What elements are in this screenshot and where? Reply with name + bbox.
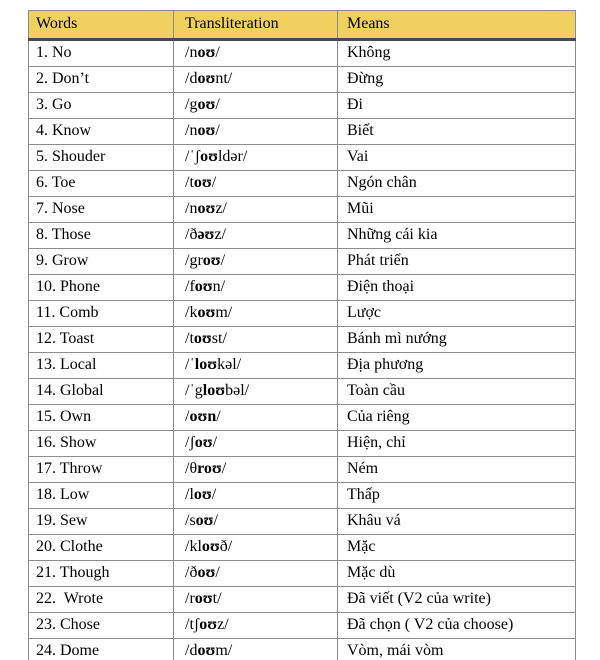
meaning-cell: Đã viết (V2 của write) (338, 587, 576, 613)
meaning-cell: Vai (338, 145, 576, 171)
ipa-text: /ʃ (185, 434, 195, 451)
ipa-diphthong: əʊ (197, 226, 215, 243)
word-cell: 2. Don’t (29, 67, 174, 93)
meaning-cell: Mũi (338, 197, 576, 223)
word-cell: 15. Own (29, 405, 174, 431)
ipa-text: / (213, 512, 218, 529)
word-cell: 12. Toast (29, 327, 174, 353)
ipa-text: m/ (215, 304, 233, 321)
ipa-diphthong: oʊ (194, 278, 213, 295)
transliteration-cell (174, 587, 338, 613)
ipa-text: /θ (185, 460, 198, 477)
ipa-text: /tʃ (185, 616, 200, 633)
transliteration-cell (174, 67, 338, 93)
meaning-cell: Mặc dù (338, 561, 576, 587)
ipa-text: kəl/ (217, 356, 242, 373)
ipa-diphthong: oʊ (194, 434, 213, 451)
table-row (29, 223, 576, 249)
ipa-text: /k (185, 304, 198, 321)
ipa-text: / (211, 486, 217, 503)
table-row (29, 613, 576, 639)
table-row (29, 535, 576, 561)
ipa-diphthong: loʊ (194, 356, 218, 373)
ipa-text: /ˈʃ (185, 148, 201, 165)
ipa-diphthong: oʊ (193, 330, 212, 347)
table-row (29, 483, 576, 509)
table-row (29, 587, 576, 613)
meaning-cell: Lược (338, 301, 576, 327)
ipa-text: m/ (215, 642, 233, 659)
ipa-text: /gr (185, 252, 203, 269)
ipa-diphthong: oʊ (193, 486, 212, 503)
ipa-text: nt/ (215, 70, 233, 87)
transliteration-cell (174, 93, 338, 119)
ipa-text: /s (185, 512, 196, 529)
ipa-text: /n (185, 200, 198, 217)
transliteration-cell (174, 405, 338, 431)
ipa-diphthong: oʊ (197, 564, 216, 581)
table-row (29, 171, 576, 197)
ipa-text: t/ (212, 590, 222, 607)
ipa-text: st/ (211, 330, 227, 347)
transliteration-cell (174, 431, 338, 457)
transliteration-cell (174, 509, 338, 535)
meaning-cell: Thấp (338, 483, 576, 509)
ipa-text: /ð (185, 564, 198, 581)
table-row (29, 509, 576, 535)
ipa-text: /t (185, 174, 194, 191)
table-row (29, 249, 576, 275)
ipa-text: /l (185, 486, 194, 503)
word-cell: 21. Though (29, 561, 174, 587)
meaning-cell: Phát triển (338, 249, 576, 275)
meaning-cell: Mặc (338, 535, 576, 561)
word-cell: 5. Shouder (29, 145, 174, 171)
table-row (29, 639, 576, 660)
ipa-text: / (220, 252, 226, 269)
transliteration-cell (174, 119, 338, 145)
transliteration-cell (174, 561, 338, 587)
column-header-words: Words (29, 11, 174, 40)
table-row (29, 119, 576, 145)
ipa-text: ð/ (219, 538, 233, 555)
ipa-diphthong: loʊ (202, 382, 226, 399)
meaning-cell: Của riêng (338, 405, 576, 431)
ipa-diphthong: oʊ (197, 642, 216, 659)
ipa-diphthong: oʊ (193, 174, 212, 191)
header-row (29, 11, 576, 40)
ipa-text: /ˈg (185, 382, 203, 399)
ipa-diphthong: oʊ (195, 512, 214, 529)
word-cell: 13. Local (29, 353, 174, 379)
word-cell: 11. Comb (29, 301, 174, 327)
table-row (29, 197, 576, 223)
table-row (29, 457, 576, 483)
word-cell: 16. Show (29, 431, 174, 457)
ipa-text: ldər/ (217, 148, 248, 165)
ipa-diphthong: oʊ (197, 96, 216, 113)
word-cell: 22. Wrote (29, 587, 174, 613)
word-cell: 19. Sew (29, 509, 174, 535)
ipa-diphthong: oʊ (197, 122, 216, 139)
word-cell: 17. Throw (29, 457, 174, 483)
word-cell: 3. Go (29, 93, 174, 119)
ipa-text: / (212, 434, 218, 451)
transliteration-cell (174, 249, 338, 275)
ipa-diphthong: oʊ (202, 252, 221, 269)
table-row (29, 379, 576, 405)
table-header (29, 11, 576, 40)
ipa-text: /d (185, 642, 198, 659)
transliteration-cell (174, 483, 338, 509)
ipa-text: / (185, 408, 190, 425)
table-row (29, 145, 576, 171)
ipa-diphthong: oʊn (189, 408, 217, 425)
ipa-diphthong: oʊ (197, 44, 216, 61)
meaning-cell: Đã chọn ( V2 của choose) (338, 613, 576, 639)
meaning-cell: Những cái kia (338, 223, 576, 249)
table-row (29, 93, 576, 119)
table-row (29, 561, 576, 587)
table-row (29, 431, 576, 457)
ipa-text: / (215, 96, 220, 113)
word-cell: 10. Phone (29, 275, 174, 301)
transliteration-cell (174, 353, 338, 379)
table-body (29, 40, 576, 660)
ipa-text: /kl (185, 538, 202, 555)
ipa-text: / (211, 174, 217, 191)
ipa-text: n/ (212, 278, 226, 295)
word-cell: 23. Chose (29, 613, 174, 639)
ipa-text: /r (185, 590, 195, 607)
ipa-text: /f (185, 278, 195, 295)
word-cell: 7. Nose (29, 197, 174, 223)
meaning-cell: Điện thoại (338, 275, 576, 301)
ipa-text: / (215, 122, 220, 139)
ipa-diphthong: oʊ (200, 148, 218, 165)
ipa-diphthong: oʊ (199, 616, 218, 633)
word-cell: 14. Global (29, 379, 174, 405)
word-cell: 9. Grow (29, 249, 174, 275)
meaning-cell: Hiện, chỉ (338, 431, 576, 457)
transliteration-cell (174, 639, 338, 660)
transliteration-cell (174, 145, 338, 171)
transliteration-cell (174, 535, 338, 561)
ipa-text: / (221, 460, 227, 477)
ipa-text: /ˈ (185, 356, 195, 373)
meaning-cell: Vòm, mái vòm (338, 639, 576, 660)
meaning-cell: Đi (338, 93, 576, 119)
ipa-diphthong: oʊ (197, 304, 216, 321)
word-cell: 18. Low (29, 483, 174, 509)
word-cell: 8. Those (29, 223, 174, 249)
ipa-text: /n (185, 122, 198, 139)
meaning-cell: Đừng (338, 67, 576, 93)
ipa-text: / (215, 564, 220, 581)
meaning-cell: Khâu vá (338, 509, 576, 535)
ipa-diphthong: oʊ (194, 590, 213, 607)
ipa-text: /d (185, 70, 198, 87)
column-header-transliteration: Transliteration (174, 11, 338, 40)
ipa-text: z/ (214, 226, 226, 243)
ipa-text: /t (185, 330, 194, 347)
transliteration-cell (174, 613, 338, 639)
ipa-diphthong: roʊ (197, 460, 222, 477)
ipa-text: bəl/ (225, 382, 250, 399)
ipa-text: / (215, 44, 220, 61)
word-cell: 1. No (29, 40, 174, 67)
transliteration-cell (174, 301, 338, 327)
transliteration-cell (174, 275, 338, 301)
ipa-diphthong: oʊ (197, 70, 216, 87)
meaning-cell: Toàn cầu (338, 379, 576, 405)
table-row (29, 327, 576, 353)
ipa-text: / (216, 408, 221, 425)
table-row (29, 405, 576, 431)
meaning-cell: Biết (338, 119, 576, 145)
meaning-cell: Địa phương (338, 353, 576, 379)
word-cell: 24. Dome (29, 639, 174, 660)
vocabulary-table (28, 10, 576, 660)
table-row (29, 301, 576, 327)
meaning-cell: Không (338, 40, 576, 67)
word-cell: 20. Clothe (29, 535, 174, 561)
ipa-text: z/ (215, 200, 227, 217)
ipa-diphthong: oʊ (197, 200, 216, 217)
table-row (29, 275, 576, 301)
transliteration-cell (174, 379, 338, 405)
word-cell: 4. Know (29, 119, 174, 145)
ipa-text: /g (185, 96, 198, 113)
transliteration-cell (174, 171, 338, 197)
transliteration-cell (174, 457, 338, 483)
word-cell: 6. Toe (29, 171, 174, 197)
transliteration-cell (174, 223, 338, 249)
column-header-means: Means (338, 11, 576, 40)
ipa-text: /ð (185, 226, 198, 243)
table-row (29, 353, 576, 379)
meaning-cell: Bánh mì nướng (338, 327, 576, 353)
ipa-text: z/ (217, 616, 229, 633)
ipa-diphthong: oʊ (201, 538, 220, 555)
table-row (29, 67, 576, 93)
meaning-cell: Ném (338, 457, 576, 483)
transliteration-cell (174, 197, 338, 223)
ipa-text: /n (185, 44, 198, 61)
table-row (29, 40, 576, 67)
meaning-cell: Ngón chân (338, 171, 576, 197)
transliteration-cell (174, 327, 338, 353)
transliteration-cell (174, 40, 338, 67)
